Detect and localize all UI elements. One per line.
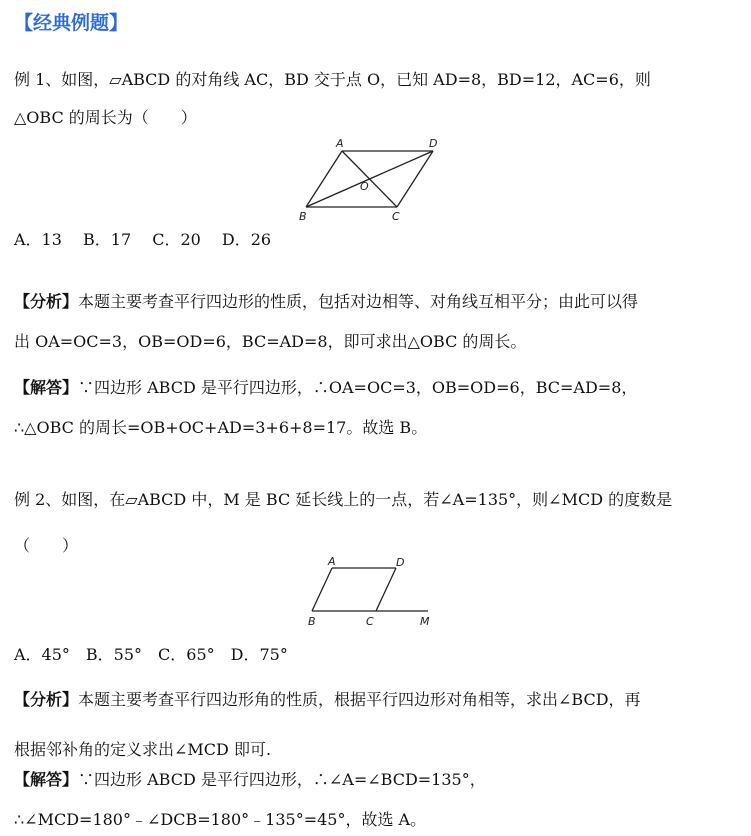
example2-solution-line1: [14, 770, 486, 790]
analysis-text: 本题主要考查平行四边形的性质，包括对边相等、对角线互相平分；由此可以得: [78, 292, 639, 311]
example1-solution-line1: [14, 378, 637, 398]
example2-question-line2: （ ）: [14, 536, 79, 555]
analysis-tag: 【分析】: [14, 690, 79, 709]
example1-options: A．13 B．17 C．20 D．26: [14, 230, 272, 249]
example1-solution-line2: ∴△OBC 的周长=OB+OC+AD=3+6+8=17。故选 B。: [14, 418, 428, 437]
example1-analysis-line1: [14, 292, 638, 312]
example2-analysis-line2: 根据邻补角的定义求出∠MCD 即可.: [14, 740, 272, 759]
fig2-label-a: A: [328, 555, 336, 568]
example2-analysis-line1: [14, 690, 641, 710]
example2-solution-line2: ∴∠MCD=180°﹣∠DCB=180°﹣135°=45°，故选 A。: [14, 810, 427, 829]
fig2-label-c: C: [366, 615, 374, 628]
solution-text: ∵四边形 ABCD 是平行四边形，∴OA=OC=3，OB=OD=6，BC=AD=8，: [78, 378, 638, 397]
example2-options: A．45° B．55° C．65° D．75°: [14, 645, 288, 664]
fig2-label-d: D: [396, 556, 405, 569]
example1-question-line2: △OBC 的周长为（ ）: [14, 108, 197, 127]
fig1-label-d: D: [429, 137, 438, 150]
solution-tag: 【解答】: [14, 378, 79, 397]
example2-question-line1: 例 2、如图，在▱ABCD 中，M 是 BC 延长线上的一点，若∠A=135°，则∠MCD 的度数是: [14, 490, 673, 509]
fig2-label-m: M: [420, 615, 430, 628]
example1-question-line1: 例 1、如图，▱ABCD 的对角线 AC，BD 交于点 O，已知 AD=8，BD=12，AC=6，则: [14, 70, 651, 89]
solution-text: ∵四边形 ABCD 是平行四边形，∴∠A=∠BCD=135°，: [78, 770, 486, 789]
fig1-label-c: C: [392, 210, 400, 223]
fig1-label-o: O: [360, 180, 369, 193]
example1-analysis-line2: 出 OA=OC=3，OB=OD=6，BC=AD=8，即可求出△OBC 的周长。: [14, 332, 527, 351]
analysis-text: 本题主要考查平行四边形角的性质，根据平行四边形对角相等，求出∠BCD，再: [78, 690, 641, 709]
example1-figure: [295, 135, 445, 229]
solution-tag: 【解答】: [14, 770, 79, 789]
example2-figure: [300, 555, 440, 634]
analysis-tag: 【分析】: [14, 292, 79, 311]
fig1-label-a: A: [336, 137, 344, 150]
fig2-label-b: B: [308, 615, 316, 628]
fig1-label-b: B: [299, 210, 307, 223]
section-heading: 【经典例题】: [14, 12, 129, 34]
